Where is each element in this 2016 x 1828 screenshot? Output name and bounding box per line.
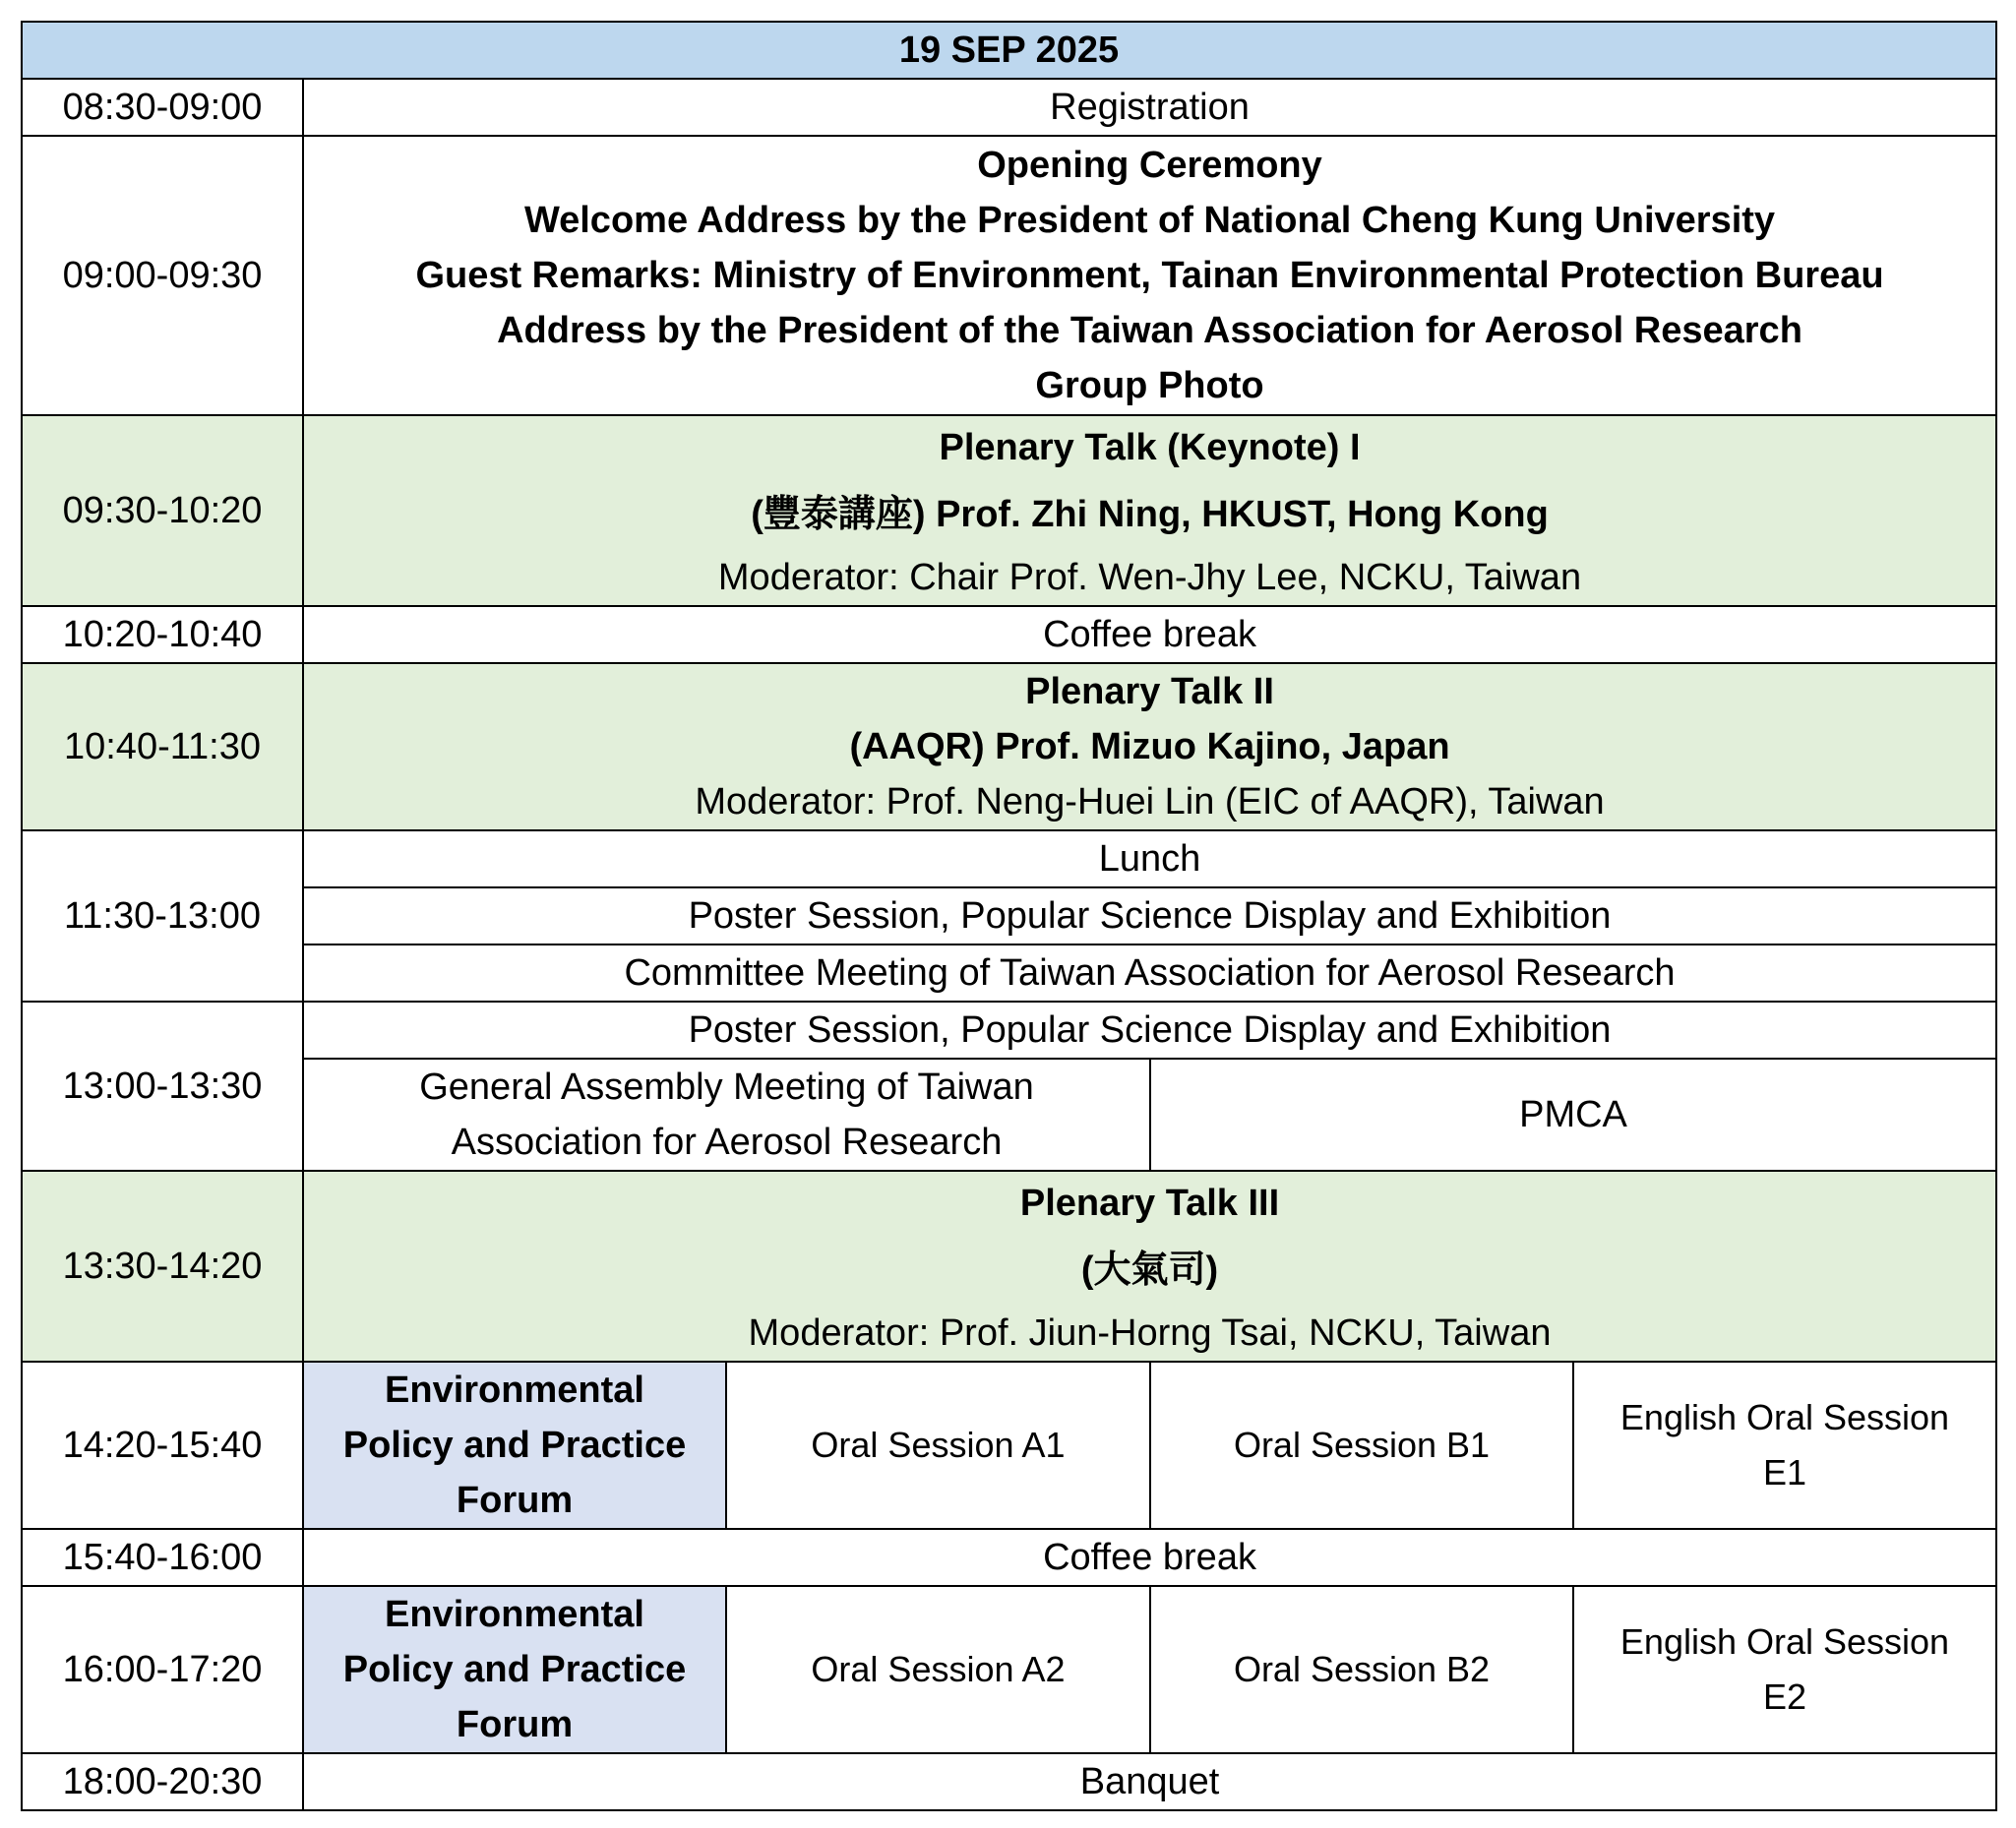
agenda-table xyxy=(21,21,1997,1811)
plenary-1-title: Plenary Talk (Keynote) I xyxy=(939,427,1361,468)
coffee-break-2-cell: Coffee break xyxy=(303,1529,1996,1586)
plenary-1-cell xyxy=(303,415,1996,606)
banquet-cell: Banquet xyxy=(303,1753,1996,1810)
plenary-2-moderator: Moderator: Prof. Neng-Huei Lin (EIC of AAQR), Taiwan xyxy=(695,781,1605,823)
date-header: 19 SEP 2025 xyxy=(22,22,1996,79)
time-plenary-1: 09:30-10:20 xyxy=(22,415,303,606)
opening-title: Opening Ceremony xyxy=(977,145,1322,186)
opening-guest-remarks: Guest Remarks: Ministry of Environment, Tainan Environmental Protection Bureau xyxy=(415,255,1884,296)
plenary-1-speaker: (豐泰講座) Prof. Zhi Ning, HKUST, Hong Kong xyxy=(751,494,1549,535)
registration-cell: Registration xyxy=(303,79,1996,136)
time-coffee-2: 15:40-16:00 xyxy=(22,1529,303,1586)
english-e1-line-2: E1 xyxy=(1762,1452,1807,1493)
general-assembly-line-2: Association for Aerosol Research xyxy=(451,1122,1003,1163)
plenary-2-speaker: (AAQR) Prof. Mizuo Kajino, Japan xyxy=(849,726,1450,767)
oral-session-b2-cell: Oral Session B2 xyxy=(1150,1586,1573,1753)
general-assembly-line-1: General Assembly Meeting of Taiwan xyxy=(419,1066,1034,1108)
time-plenary-2: 10:40-11:30 xyxy=(22,663,303,830)
forum-cell-2 xyxy=(303,1586,726,1753)
time-lunch-block: 11:30-13:00 xyxy=(22,830,303,1002)
committee-meeting-cell: Committee Meeting of Taiwan Association for Aerosol Research xyxy=(303,944,1996,1002)
time-assembly-block: 13:00-13:30 xyxy=(22,1002,303,1171)
poster-session-cell-1: Poster Session, Popular Science Display and Exhibition xyxy=(303,887,1996,944)
time-coffee-1: 10:20-10:40 xyxy=(22,606,303,663)
forum-1-line-1: Environmental xyxy=(385,1370,644,1411)
time-session-1: 14:20-15:40 xyxy=(22,1362,303,1529)
plenary-3-title: Plenary Talk III xyxy=(1019,1183,1280,1224)
english-e2-line-2: E2 xyxy=(1762,1676,1807,1717)
english-e2-line-1: English Oral Session xyxy=(1619,1621,1950,1662)
plenary-3-cell xyxy=(303,1171,1996,1362)
poster-session-cell-2: Poster Session, Popular Science Display and Exhibition xyxy=(303,1002,1996,1059)
opening-welcome: Welcome Address by the President of National Cheng Kung University xyxy=(523,200,1776,241)
pmca-cell: PMCA xyxy=(1150,1059,1996,1171)
plenary-1-moderator: Moderator: Chair Prof. Wen-Jhy Lee, NCKU, Taiwan xyxy=(717,557,1582,598)
time-plenary-3: 13:30-14:20 xyxy=(22,1171,303,1362)
oral-session-b1-cell: Oral Session B1 xyxy=(1150,1362,1573,1529)
plenary-3-moderator: Moderator: Prof. Jiun-Horng Tsai, NCKU, Taiwan xyxy=(748,1312,1552,1354)
forum-2-line-3: Forum xyxy=(456,1704,574,1745)
english-oral-session-e1-cell xyxy=(1573,1362,1996,1529)
time-session-2: 16:00-17:20 xyxy=(22,1586,303,1753)
forum-1-line-3: Forum xyxy=(456,1480,574,1521)
english-e1-line-1: English Oral Session xyxy=(1619,1397,1950,1437)
coffee-break-1-cell: Coffee break xyxy=(303,606,1996,663)
forum-cell-1 xyxy=(303,1362,726,1529)
forum-2-line-2: Policy and Practice xyxy=(342,1649,687,1690)
forum-1-line-2: Policy and Practice xyxy=(342,1425,687,1466)
opening-address: Address by the President of the Taiwan Association for Aerosol Research xyxy=(497,310,1802,351)
plenary-3-speaker: (大氣司) xyxy=(1080,1249,1219,1291)
plenary-2-title: Plenary Talk II xyxy=(1025,671,1274,712)
english-oral-session-e2-cell xyxy=(1573,1586,1996,1753)
plenary-2-cell xyxy=(303,663,1996,830)
time-banquet: 18:00-20:30 xyxy=(22,1753,303,1810)
time-registration: 08:30-09:00 xyxy=(22,79,303,136)
oral-session-a2-cell: Oral Session A2 xyxy=(726,1586,1150,1753)
opening-group-photo: Group Photo xyxy=(1035,365,1264,406)
general-assembly-cell xyxy=(303,1059,1150,1171)
opening-ceremony-cell xyxy=(303,136,1996,415)
oral-session-a1-cell: Oral Session A1 xyxy=(726,1362,1150,1529)
lunch-cell: Lunch xyxy=(303,830,1996,887)
forum-2-line-1: Environmental xyxy=(385,1594,644,1635)
time-opening: 09:00-09:30 xyxy=(22,136,303,415)
